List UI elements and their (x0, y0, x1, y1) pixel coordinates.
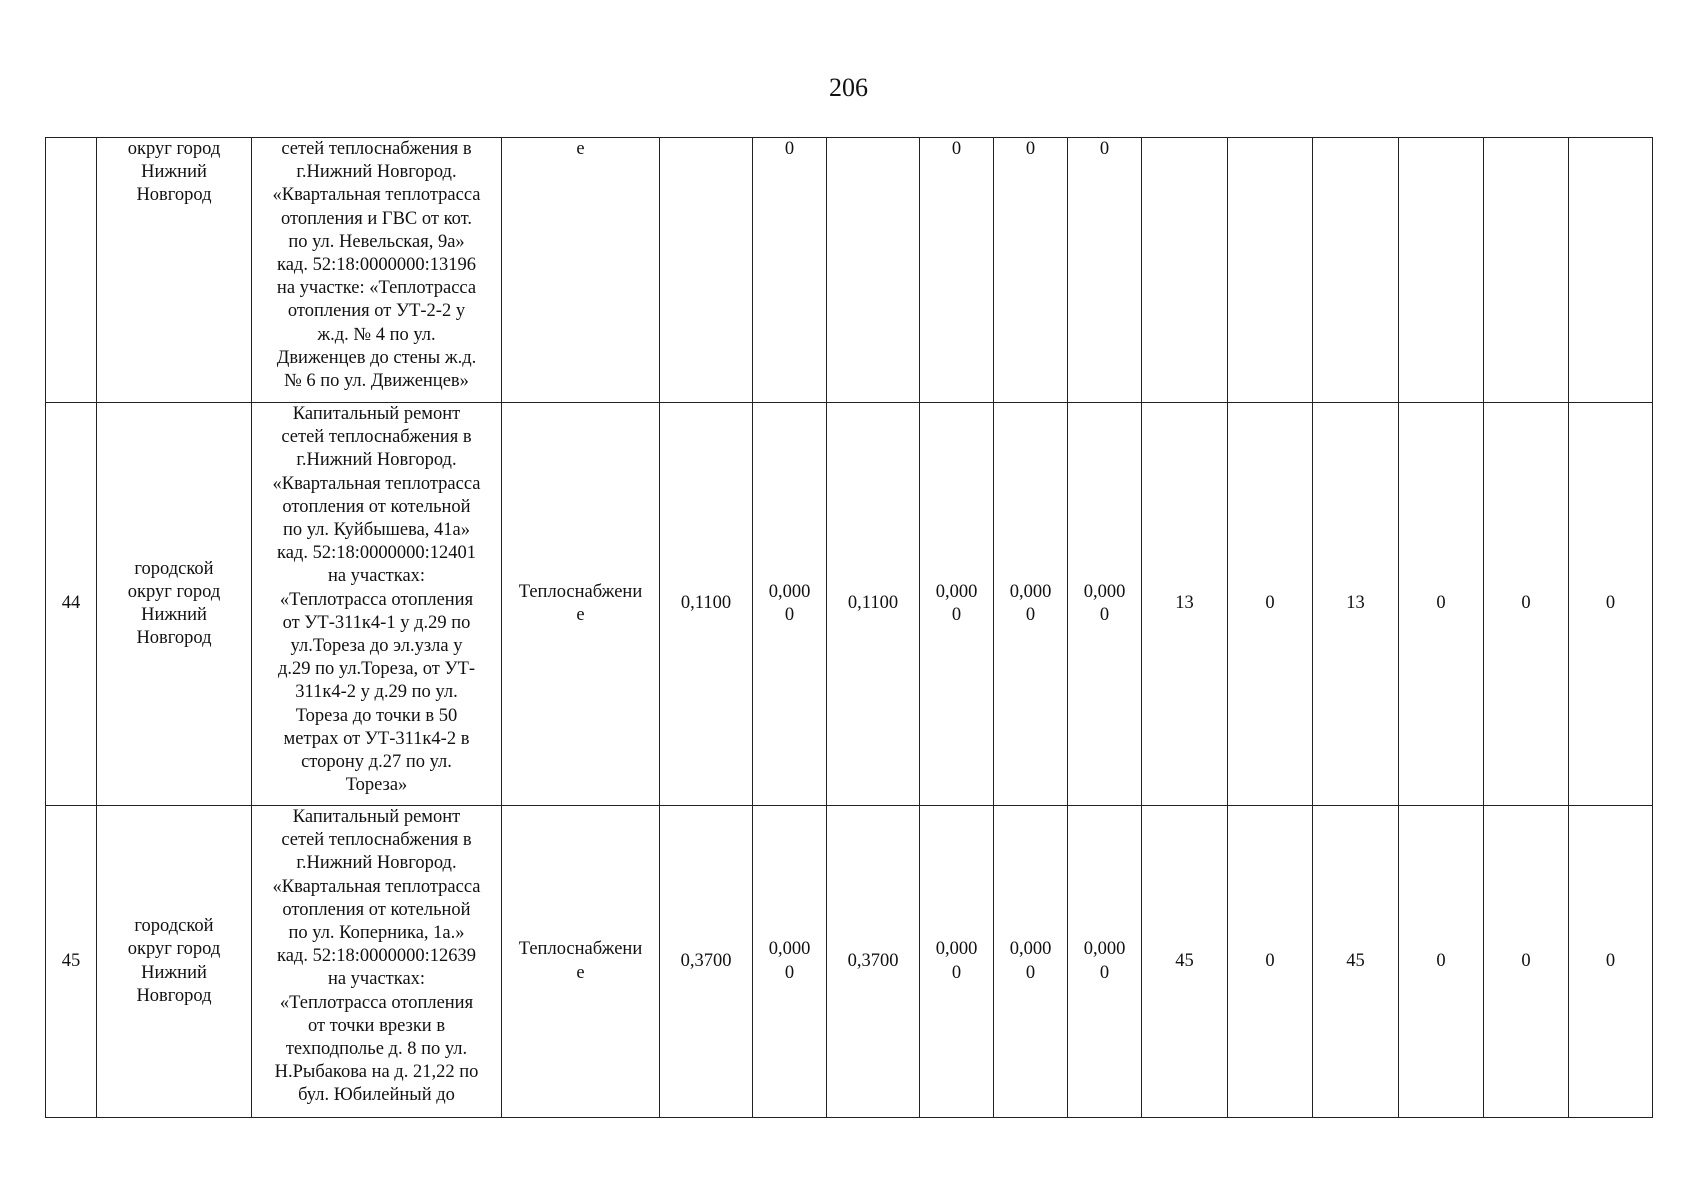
value-cell-8 (1228, 403, 1313, 806)
value-2: 0,000 0 (768, 939, 811, 983)
value-4: 0,000 0 (935, 939, 978, 983)
value-cell-5 (994, 806, 1068, 1118)
sphere-cell (502, 403, 660, 806)
description-text: сетей теплоснабжения в г.Нижний Новгород. «Квартальная теплотрасса отопления и ГВС от кот. по ул. Невельская, 9а» кад. 52:18:0000000:13196 на участке: «Теплотрасса отопления от УТ-2-2 у ж.д. № 4 по ул. Движенцев до стены ж.д. № 6 по ул. Движенцев» (272, 139, 481, 392)
value-9: 13 (1346, 593, 1365, 614)
table-row (46, 138, 1653, 403)
value-1: 0,3700 (680, 950, 732, 971)
sphere-text: Теплоснабжени е (518, 939, 643, 983)
value-10: 0 (1436, 593, 1446, 614)
description-cell (252, 403, 502, 806)
municipality-cell (97, 403, 252, 806)
description-cell (252, 806, 502, 1118)
municipality-cell (97, 138, 252, 403)
value-11: 0 (1521, 593, 1531, 614)
value-cell-11 (1484, 403, 1569, 806)
value-3: 0,1100 (847, 593, 899, 614)
value-cell-6 (1068, 403, 1142, 806)
value-2: 0,000 0 (768, 581, 811, 625)
value-6: 0,000 0 (1083, 581, 1126, 625)
municipality-cell (97, 806, 252, 1118)
value-cell-10 (1399, 806, 1484, 1118)
value-5: 0,000 0 (1009, 581, 1052, 625)
value-5: 0 (1025, 139, 1036, 159)
sphere-cell (502, 138, 660, 403)
value-cell-7 (1142, 403, 1228, 806)
value-2: 0 (784, 139, 795, 159)
value-cell-7 (1142, 138, 1228, 403)
value-cell-3 (827, 138, 920, 403)
description-cell (252, 138, 502, 403)
value-cell-7 (1142, 806, 1228, 1118)
sphere-text: е (576, 139, 585, 159)
municipality-text: округ город Нижний Новгород (127, 139, 221, 206)
investment-program-table (45, 137, 1653, 1118)
value-8: 0 (1265, 950, 1275, 971)
value-cell-8 (1228, 138, 1313, 403)
value-4: 0 (951, 139, 962, 159)
value-cell-9 (1313, 403, 1399, 806)
value-cell-1 (660, 138, 753, 403)
municipality-text: городской округ город Нижний Новгород (127, 916, 221, 1006)
table-row (46, 403, 1653, 806)
description-text: Капитальный ремонт сетей теплоснабжения в г.Нижний Новгород. «Квартальная теплотрасса отопления от котельной по ул. Куйбышева, 41а» кад. 52:18:0000000:12401 на участках: «Теплотрасса отопления от УТ-311к4-1 у д.29 по ул.Тореза до эл.узла у д.29 по ул.Тореза, от УТ- 311к4-2 у д.29 по ул. Тореза до точки в 50 метрах от УТ-311к4-2 в сторону д.27 по ул. Тореза» (272, 404, 481, 796)
value-cell-1 (660, 403, 753, 806)
value-cell-10 (1399, 138, 1484, 403)
value-cell-2 (753, 138, 827, 403)
value-cell-12 (1569, 138, 1653, 403)
value-cell-11 (1484, 138, 1569, 403)
value-12: 0 (1605, 950, 1616, 971)
row-number: 45 (61, 950, 81, 971)
value-cell-4 (920, 138, 994, 403)
value-11: 0 (1521, 950, 1531, 971)
value-cell-9 (1313, 138, 1399, 403)
value-cell-3 (827, 806, 920, 1118)
value-cell-9 (1313, 806, 1399, 1118)
value-cell-4 (920, 806, 994, 1118)
value-cell-2 (753, 403, 827, 806)
row-number-cell (46, 138, 97, 403)
description-text: Капитальный ремонт сетей теплоснабжения в г.Нижний Новгород. «Квартальная теплотрасса отопления от котельной по ул. Коперника, 1а.» кад. 52:18:0000000:12639 на участках: «Теплотрасса отопления от точки врезки в техподполье д. 8 по ул. Н.Рыбакова на д. 21,22 по бул. Юбилейный до (272, 807, 481, 1106)
value-7: 13 (1175, 593, 1194, 614)
value-1: 0,1100 (680, 593, 732, 614)
value-cell-11 (1484, 806, 1569, 1118)
value-5: 0,000 0 (1009, 939, 1052, 983)
value-cell-8 (1228, 806, 1313, 1118)
value-7: 45 (1175, 950, 1194, 971)
row-number-cell (46, 403, 97, 806)
value-4: 0,000 0 (935, 581, 978, 625)
value-cell-12 (1569, 806, 1653, 1118)
value-cell-12 (1569, 403, 1653, 806)
value-cell-4 (920, 403, 994, 806)
value-3: 0,3700 (847, 950, 899, 971)
value-10: 0 (1436, 950, 1446, 971)
page-number: 206 (829, 73, 868, 102)
sphere-cell (502, 806, 660, 1118)
value-8: 0 (1265, 593, 1275, 614)
value-cell-2 (753, 806, 827, 1118)
value-6: 0 (1099, 139, 1110, 159)
value-cell-6 (1068, 806, 1142, 1118)
value-cell-5 (994, 403, 1068, 806)
sphere-text: Теплоснабжени е (518, 581, 643, 625)
row-number: 44 (61, 593, 81, 614)
value-9: 45 (1346, 950, 1365, 971)
value-cell-3 (827, 403, 920, 806)
row-number-cell (46, 806, 97, 1118)
value-cell-1 (660, 806, 753, 1118)
value-12: 0 (1605, 593, 1616, 614)
municipality-text: городской округ город Нижний Новгород (127, 558, 221, 649)
value-cell-10 (1399, 403, 1484, 806)
value-cell-5 (994, 138, 1068, 403)
value-6: 0,000 0 (1083, 939, 1126, 983)
value-cell-6 (1068, 138, 1142, 403)
table-row (46, 806, 1653, 1118)
